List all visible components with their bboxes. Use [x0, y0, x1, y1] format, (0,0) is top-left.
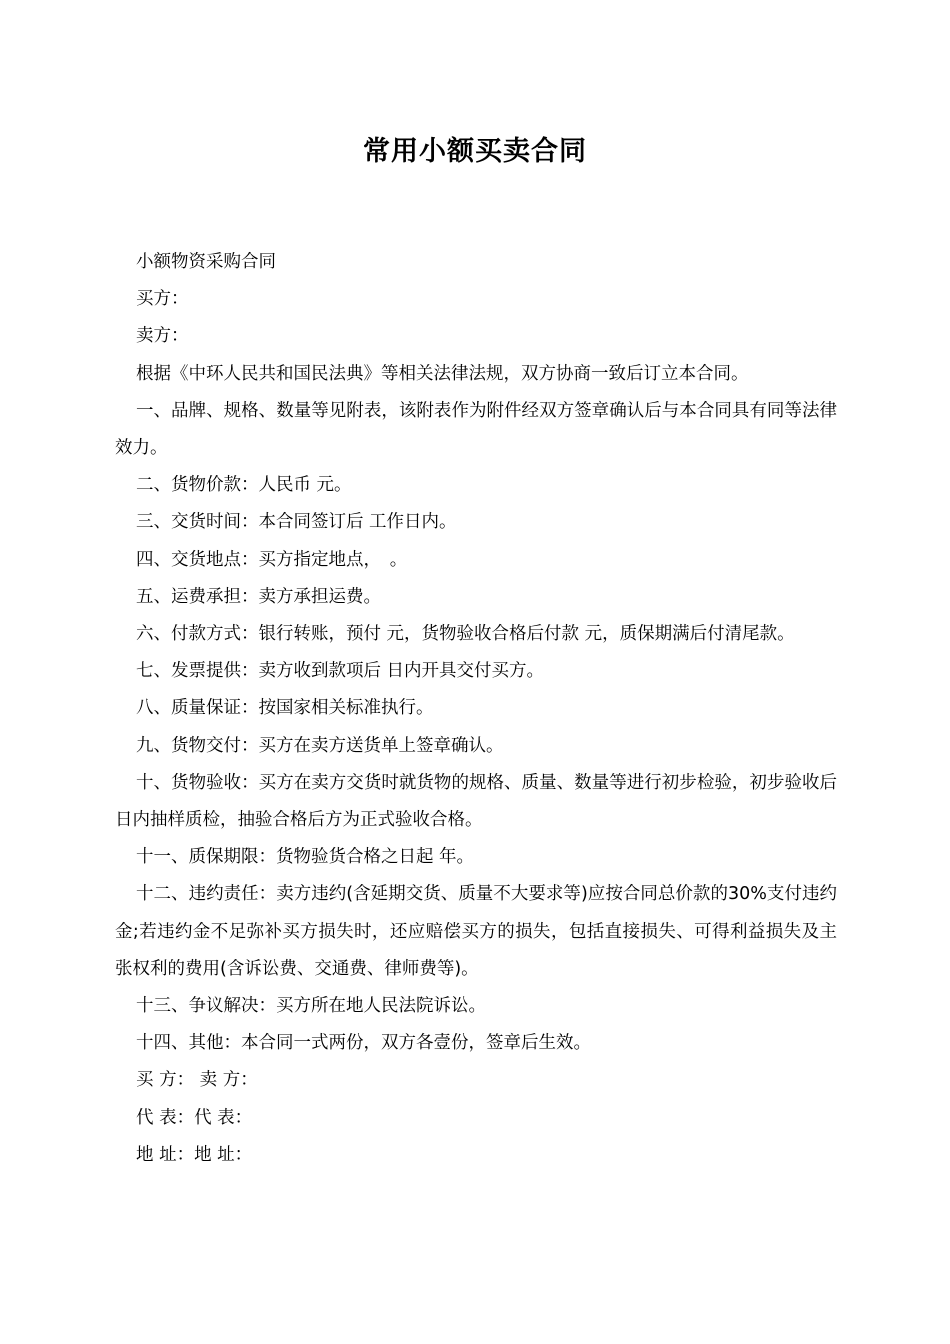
paragraph-seller: 卖方： [136, 326, 189, 347]
clause-2-price: 二、货物价款：人民币 元。 [136, 475, 352, 496]
paragraph-preamble: 根据《中环人民共和国民法典》等相关法律法规，双方协商一致后订立本合同。 [136, 363, 749, 384]
clause-8-quality: 八、质量保证：按国家相关标准执行。 [136, 698, 434, 719]
clause-4-delivery-location: 四、交货地点：买方指定地点， 。 [136, 549, 408, 570]
clause-9-handover: 九、货物交付：买方在卖方送货单上签章确认。 [136, 735, 504, 756]
document-title: 常用小额买卖合同 [363, 136, 587, 167]
signature-addresses: 地 址：地 址： [136, 1144, 253, 1165]
paragraph-buyer: 买方： [136, 289, 189, 310]
document-body [115, 244, 837, 1174]
clause-14-other: 十四、其他：本合同一式两份，双方各壹份，签章后生效。 [136, 1033, 591, 1054]
clause-12-liability: 十二、违约责任：卖方违约(含延期交货、质量不大要求等)应按合同总价款的30%支付违约金;若违约金不足弥补买方损失时，还应赔偿买方的损失，包括直接损失、可得利益损失及主张权利的费用(含诉讼费、交通费、律师费等)。 [115, 884, 837, 979]
clause-3-delivery-time: 三、交货时间：本合同签订后 工作日内。 [136, 512, 457, 533]
signature-parties: 买 方： 卖 方： [136, 1070, 258, 1091]
clause-7-invoice: 七、发票提供：卖方收到款项后 日内开具交付买方。 [136, 661, 545, 682]
signature-representatives: 代 表：代 表： [136, 1107, 253, 1128]
clause-11-warranty: 十一、质保期限：货物验货合格之日起 年。 [136, 847, 475, 868]
clause-6-payment: 六、付款方式：银行转账，预付 元，货物验收合格后付款 元，质保期满后付清尾款。 [136, 624, 795, 645]
paragraph-contract-subtitle: 小额物资采购合同 [136, 252, 276, 272]
clause-1-specifications: 一、品牌、规格、数量等见附表，该附表作为附件经双方签章确认后与本合同具有同等法律效力。 [115, 400, 837, 459]
clause-5-freight: 五、运费承担：卖方承担运费。 [136, 586, 381, 607]
clause-10-inspection: 十、货物验收：买方在卖方交货时就货物的规格、质量、数量等进行初步检验，初步验收后 日内抽样质检，抽验合格后方为正式验收合格。 [115, 772, 837, 831]
clause-13-dispute: 十三、争议解决：买方所在地人民法院诉讼。 [136, 996, 486, 1017]
